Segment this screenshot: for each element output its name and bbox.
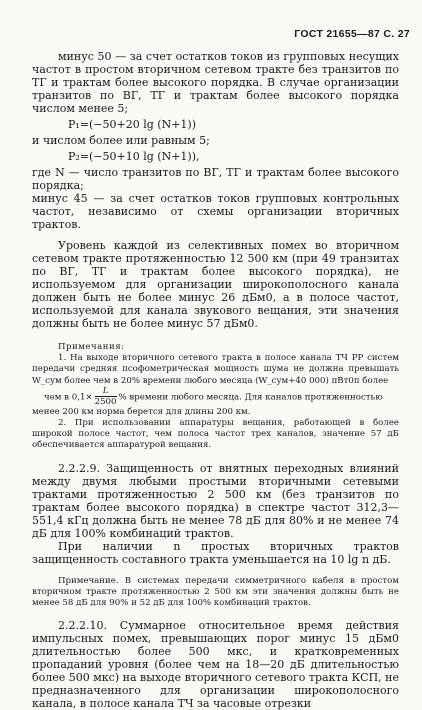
fraction-l-2500 bbox=[95, 387, 117, 407]
paragraph-n-tracts: При наличии n простых вторичных трактов защищенность составного тракта уменьшается на 10 lg n дБ. bbox=[32, 539, 399, 566]
paragraph-where-n: где N — число транзитов по ВГ, ТГ и трактам более высокого порядка; bbox=[32, 166, 399, 192]
note-1: 1. На выходе вторичного сетевого тракта в полосе канала ТЧ РР систем передачи средняя псофометрическая мощность шума не должна превышать W_cум более чем в 20% времени любого месяца (W_cум+40 000) пВт0п более bbox=[32, 353, 399, 386]
paragraph-minus50: минус 50 — за счет остатков токов из групповых несущих частот в простом вторичном сетевом тракте без транзитов по ТГ и трактам более высокого порядка. В случае организации транзитов по ВГ, ТГ и трактам более высокого порядка числом менее 5; bbox=[32, 50, 399, 115]
note-1-fraction-line bbox=[44, 387, 399, 407]
paragraph-2-2-2-9: 2.2.2.9. Защищенность от внятных переходных влияний между двумя любыми простыми вторичными сетевыми трактами протяженностью 2 500 км (без транзитов по трактам более высокого порядка) в спектре частот 312,3—551,4 кГц должна быть не менее 78 дБ для 80% и не менее 74 дБ для 100% комбинаций трактов. bbox=[32, 461, 399, 540]
notes-title: Примечания: bbox=[58, 342, 125, 352]
paragraph-2-2-2-10: 2.2.2.10. Суммарное относительное время действия импульсных помех, превышающих порог минус 15 дБм0 длительностью более 500 мкс, и кратковременных пропаданий уровня (более чем на 18—20 дБ длительностью более 500 мкс) на выходе вторичного сетевого тракта КСП, не предназначенного для организации широкополосного канала, в полосе канала ТЧ за часовые отрезки bbox=[32, 619, 399, 710]
note-3: Примечание. В системах передачи симметричного кабеля в простом вторичном тракте протяженностью 2 500 км эти значения должны быть не менее 58 дБ для 90% и 52 дБ для 100% комбинаций трактов. bbox=[32, 575, 399, 609]
paragraph-minus45: минус 45 — за счет остатков токов групповых контрольных частот, независимо от схемы организации вторичных трактов. bbox=[32, 192, 399, 231]
note-2: 2. При использовании аппаратуры вещания, работающей в более широкой полосе частот, чем полоса частот трех каналов, значение 57 дБ обеспечивается аппаратурой вещания. bbox=[32, 418, 399, 451]
note-1-end: менее 200 км норма берется для длины 200 км. bbox=[32, 406, 251, 417]
formula-p2: P₂=(−50+10 lg (N+1)), bbox=[68, 150, 200, 163]
note-1-post: % времени любого месяца. Для каналов протяженностью bbox=[118, 392, 383, 403]
page-content bbox=[32, 50, 399, 710]
fraction-numerator: L bbox=[95, 387, 117, 397]
paragraph-condition: и числом более или равным 5; bbox=[32, 134, 210, 147]
paragraph-selective-noise: Уровень каждой из селективных помех во вторичном сетевом тракте протяженностью 12 500 км (при 49 транзитах по ВГ, ТГ и трактам более высокого порядка), не используемом для организации широкополосного канала должен быть не более минус 26 дБм0, а в полосе частот, используемой для канала звукового вещания, эти значения должны быть не более минус 57 дБм0. bbox=[32, 239, 399, 330]
page-header: ГОСТ 21655—87 С. 27 bbox=[294, 28, 410, 40]
note-1-pre: чем в 0,1× bbox=[44, 392, 93, 403]
formula-p1: P₁=(−50+20 lg (N+1)) bbox=[68, 118, 197, 131]
fraction-denominator: 2500 bbox=[94, 396, 117, 407]
